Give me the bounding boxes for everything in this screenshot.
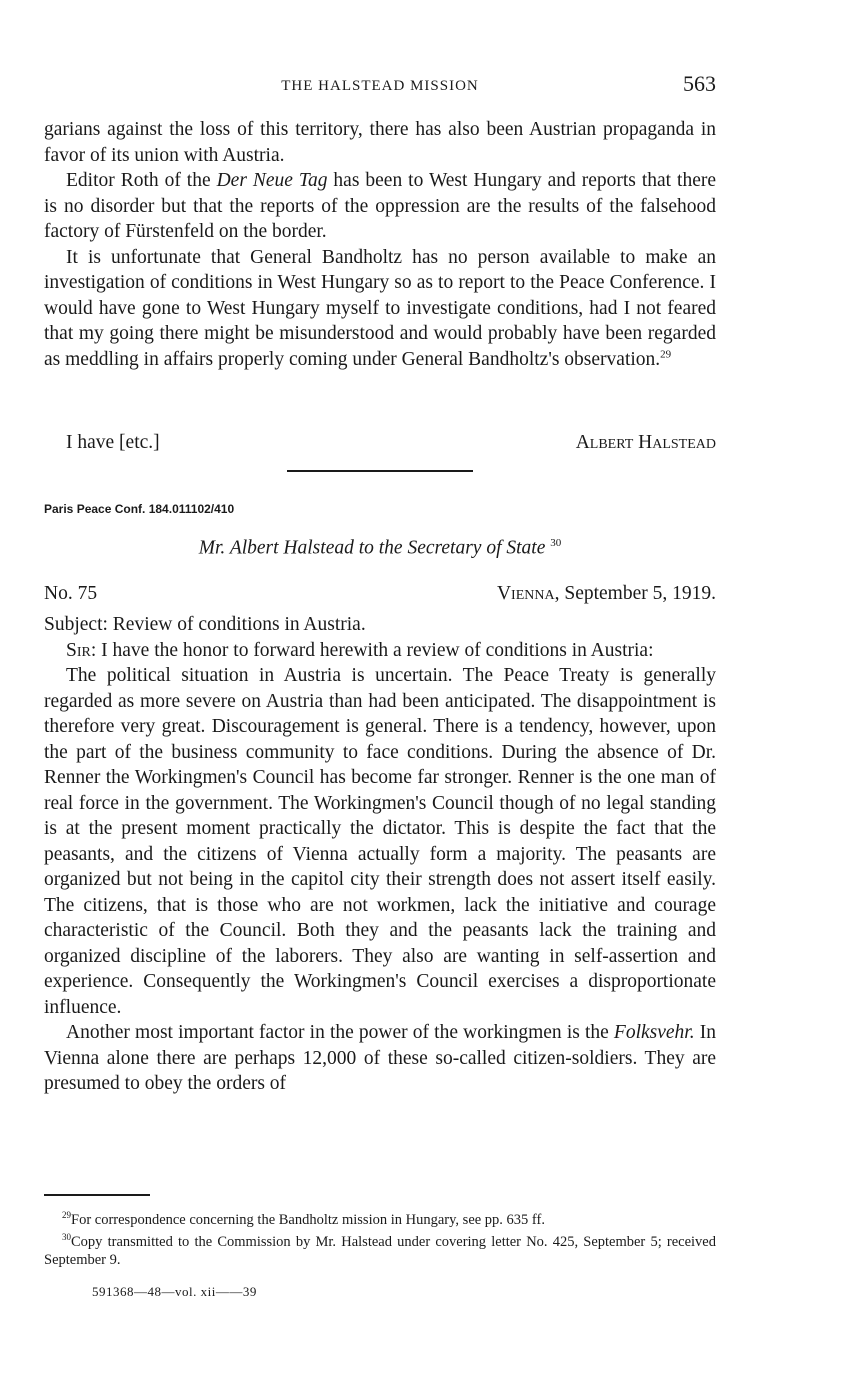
signature: Albert Halstead (575, 432, 716, 453)
text-run: : I have the honor to forward herewith a review of conditions in Austria: (90, 639, 654, 661)
text-run: Editor Roth of the (66, 170, 217, 191)
paragraph (44, 245, 716, 373)
text-run: has been to West Hungary and reports that there is no disorder but that the reports of the oppression are the results of the falsehood factory of Fürstenfeld on the border. (44, 170, 717, 242)
closing: I have [etc.] (66, 432, 160, 453)
paragraph (44, 1020, 716, 1097)
file-number: Paris Peace Conf. 184.011102/410 (44, 502, 235, 516)
continuation-text (44, 117, 716, 372)
footnote-text: For correspondence concerning the Bandholtz mission in Hungary, see pp. 635 ff. (71, 1211, 545, 1228)
footnote-divider (44, 1194, 150, 1196)
place-date (497, 583, 716, 605)
signature-line (44, 432, 716, 458)
place: Vienna (496, 583, 555, 604)
running-title: THE HALSTEAD MISSION (281, 78, 479, 94)
title-text: Mr. Albert Halstead to the Secretary of State (198, 537, 546, 559)
text-run: It is unfortunate that General Bandholtz has no person available to make an investigation of conditions in West Hungary so as to report to the Peace Conference. I would have gone to West Hungary myself to investigate conditions, had I not feared that my going there might be misunderstood and would probably have been regarded as meddling in affairs properly coming under General Bandholtz's observation. (44, 246, 716, 370)
footnote-ref: 29 (660, 348, 672, 360)
footnote (44, 1207, 716, 1229)
paragraph: The political situation in Austria is uncertain. The Peace Treaty is generally regarded as more severe on Austria than had been anticipated. The disappointment is therefore very great. Discouragement is general. There is a tendency, however, upon the part of the business community to face conditions. During the absence of Dr. Renner the Workingmen's Council has become far stronger. Renner is the one man of real force in the government. The Workingmen's Council though of no legal standing is at the present moment practically the dictator. This is despite the fact that the peasants, and the citizens of Vienna actually form a majority. The peasants are organized but not being in the capitol city their strength does not assert itself easily. The citizens, that is those who are not workmen, lack the initiative and courage characteristic of the Council. Both they and the peasants lack the training and organized discipline of the laborers. They also are wanting in self-assertion and experience. Consequently the Workingmen's Council exercises a disproportionate influence. (44, 665, 716, 1018)
text-run: In Vienna alone there are perhaps 12,000 of these so-called citizen-soldiers. They are presumed to obey the orders of (44, 1022, 716, 1094)
page-header (44, 71, 716, 97)
italic-term: Folksvehr. (613, 1022, 695, 1043)
printer-line: 591368—48—vol. xii——39 (92, 1284, 257, 1299)
footnote (44, 1229, 716, 1269)
footnote-text: Copy transmitted to the Commission by Mr. Halstead under covering letter No. 425, September 5; received September 9. (44, 1234, 716, 1268)
footnote-mark: 30 (62, 1232, 71, 1243)
subject-line: Subject: Review of conditions in Austria. (44, 614, 366, 635)
footnotes (44, 1207, 716, 1269)
salutation: Sir (66, 639, 91, 661)
text-run: Another most important factor in the power of the workingmen is the (66, 1022, 614, 1043)
document-number: No. 75 (44, 583, 98, 604)
salutation-paragraph (44, 638, 716, 664)
letter-body (44, 612, 716, 1097)
paragraph: garians against the loss of this territory, there has also been Austrian propaganda in favor of its union with Austria. (44, 119, 716, 166)
paragraph (44, 168, 716, 245)
page-number: 563 (683, 71, 716, 96)
dateline (44, 583, 716, 609)
footnote-mark: 29 (62, 1210, 71, 1220)
date: , September 5, 1919. (554, 583, 716, 604)
document-title (44, 537, 716, 560)
footnote-ref: 30 (550, 537, 562, 549)
section-divider (287, 470, 473, 472)
newspaper-title: Der Neue Tag (216, 170, 328, 191)
